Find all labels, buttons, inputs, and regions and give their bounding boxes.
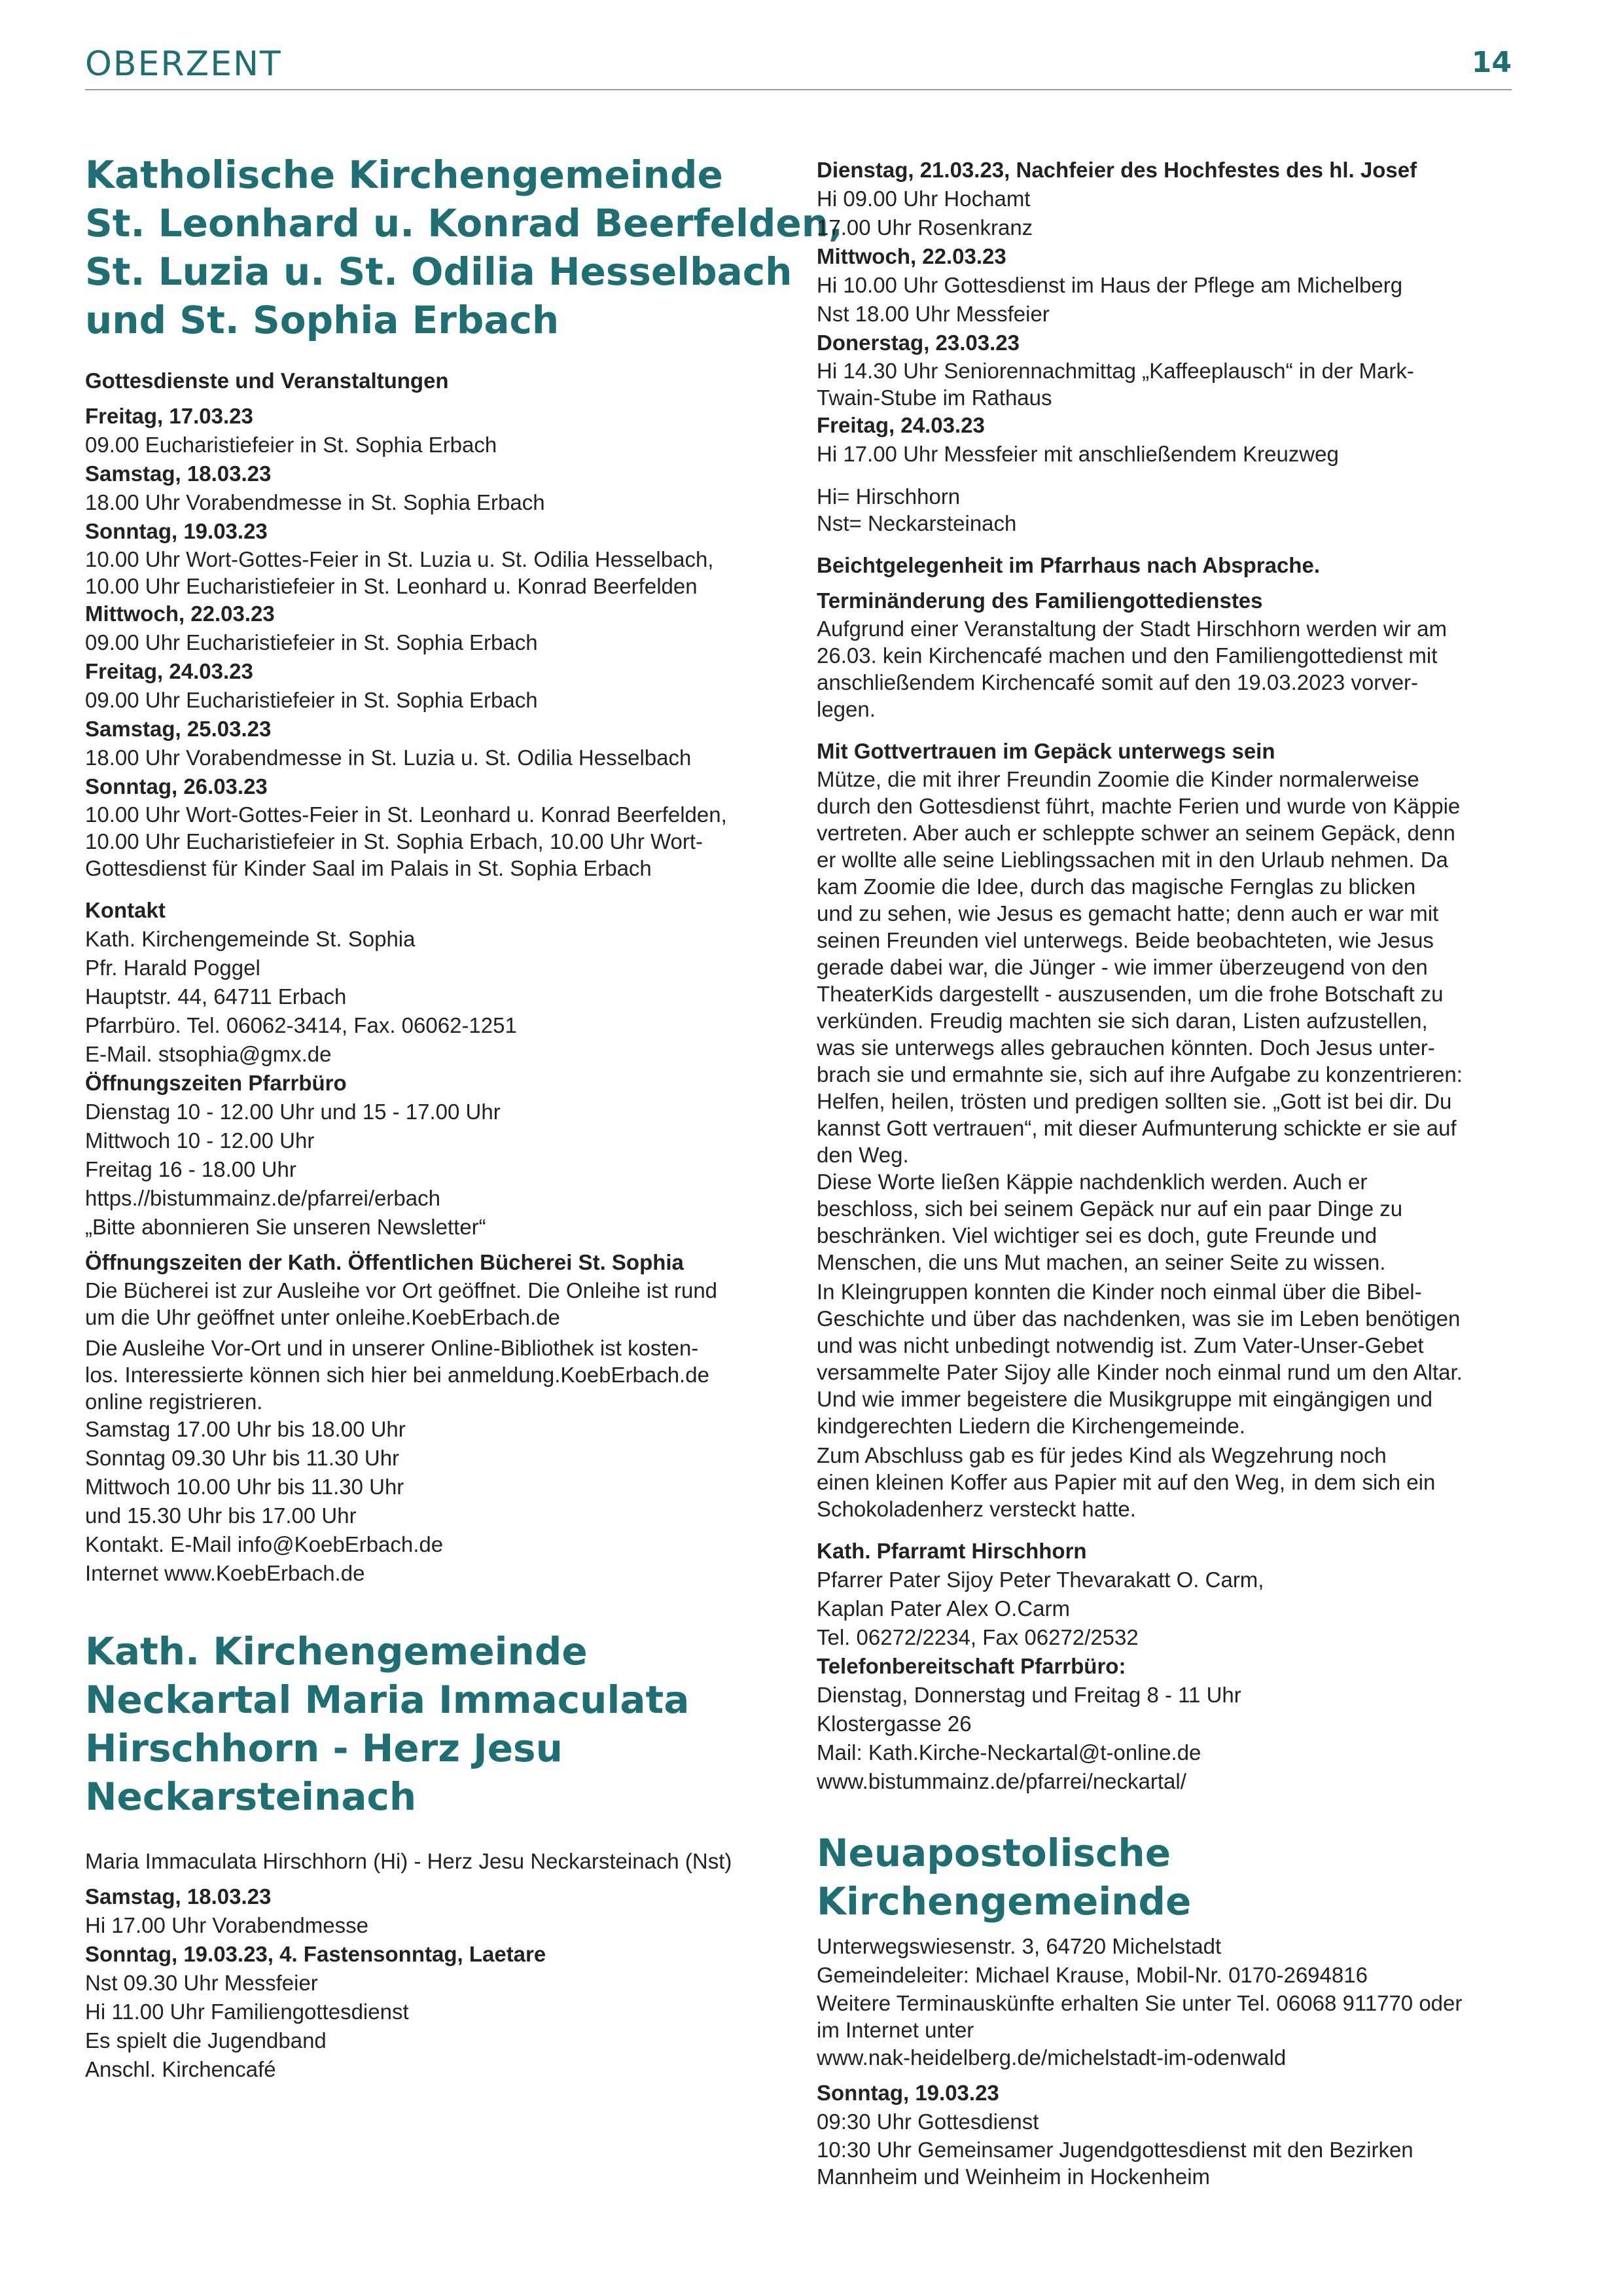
event-date: Dienstag, 21.03.23, Nachfeier des Hochfestes des hl. Josef	[817, 158, 1417, 182]
story-paragraph: Mütze, die mit ihrer Freundin Zoomie die Kinder normalerweise durch den Gottesdienst führt, machte Ferien und wurde von Käppie vertreten. Aber auch er schleppte schwer an seinem Gepäck, denn er wollte alle seine Lieblingssachen mit in den Urlaub nehmen. Da kam Zoomie die Idee, durch das magische Fernglas zu blicken und zu sehen, wie Jesus es gemacht hatte; denn auch er war mit seinen Freunden viel unterwegs. Beide beobachteten, wie Jesus gerade dabei war, die Jünger - wie immer überzeugend von den TheaterKids dargestellt - auszusenden, um die frohe Botschaft zu verkünden. Freudig machten sie sich daran, Listen aufzustellen, was sie unterwegs alles gebrauchen könnten. Doch Jesus unter- brach sie und ermahnte sie, sich auf ihre Aufgabe zu konzentrieren: Helfen, heilen, trösten und predigen sollten sie. „Gott ist bei dir. Du kannst Gott vertrauen“, mit dieser Aufmunterung schickte er sie auf den Weg.	[817, 767, 1463, 1167]
nak-info: Weitere Terminauskünfte erhalten Sie unter Tel. 06068 911770 oder im Internet unter	[817, 1991, 1463, 2042]
event-text: Hi 17.00 Uhr Messfeier mit anschließendem Kreuzweg	[817, 442, 1339, 466]
event-date: Sonntag, 19.03.23	[85, 519, 268, 543]
event-text: Hi 10.00 Uhr Gottesdienst im Haus der Pflege am Michelberg	[817, 273, 1403, 297]
event-text: 10:30 Uhr Gemeinsamer Jugendgottesdienst mit den Bezirken Mannheim und Weinheim in Hockenheim	[817, 2138, 1413, 2189]
event-date: Sonntag, 19.03.23	[817, 2081, 999, 2105]
pfarramt-website-link[interactable]: www.bistummainz.de/pfarrei/neckartal/	[817, 1769, 1186, 1793]
pfarramt-email[interactable]: Mail: Kath.Kirche-Neckartal@t-online.de	[817, 1740, 1201, 1765]
pfarramt-line: Tel. 06272/2234, Fax 06272/2532	[817, 1625, 1139, 1649]
event-date: Freitag, 24.03.23	[85, 659, 253, 683]
event-date: Mittwoch, 22.03.23	[85, 601, 275, 626]
office-hours-label: Öffnungszeiten Pfarrbüro	[85, 1071, 347, 1095]
nak-heading: Neuapostolische Kirchengemeinde	[817, 1831, 1192, 1924]
nak-website-link[interactable]: www.nak-heidelberg.de/michelstadt-im-odenwald	[817, 2045, 1287, 2070]
event-text: Hi 14.30 Uhr Seniorennachmittag „Kaffeeplausch“ in der Mark- Twain-Stube im Rathaus	[817, 359, 1414, 410]
library-paragraph: Die Ausleihe Vor-Ort und in unserer Online-Bibliothek ist kosten- los. Interessierte können sich hier bei anmeldung.KoebErbach.de online registrieren.	[85, 1336, 709, 1414]
newsletter-note: „Bitte abonnieren Sie unseren Newsletter“	[85, 1215, 486, 1239]
event-date: Sonntag, 26.03.23	[85, 774, 268, 798]
abbreviation-legend: Hi= Hirschhorn Nst= Neckarsteinach	[817, 484, 1017, 535]
contact-label: Kontakt	[85, 898, 166, 922]
catholic-erbach-heading: Katholische Kirchengemeinde St. Leonhard u. Konrad Beerfelden, St. Luzia u. St. Odilia Hesselbach und St. Sophia Erbach	[85, 152, 844, 342]
event-date: Freitag, 24.03.23	[817, 413, 985, 437]
nak-address: Unterwegswiesenstr. 3, 64720 Michelstadt	[817, 1934, 1222, 1958]
section-title: OBERZENT	[85, 45, 282, 84]
contact-email[interactable]: E-Mail. stsophia@gmx.de	[85, 1042, 332, 1066]
event-list	[817, 156, 1512, 469]
phone-hours-label: Telefonbereitschaft Pfarrbüro:	[817, 1654, 1126, 1678]
library-paragraph: Die Bücherei ist zur Ausleihe vor Ort geöffnet. Die Onleihe ist rund um die Uhr geöffnet unter onleihe.KoebErbach.de	[85, 1278, 718, 1329]
event-text: Nst 18.00 Uhr Messfeier	[817, 302, 1050, 326]
contact-line: Hauptstr. 44, 64711 Erbach	[85, 984, 347, 1009]
library-label: Öffnungszeiten der Kath. Öffentlichen Bücherei St. Sophia	[85, 1250, 684, 1274]
event-text: Anschl. Kirchencafé	[85, 2057, 276, 2081]
event-text: 10.00 Uhr Wort-Gottes-Feier in St. Luzia u. St. Odilia Hesselbach, 10.00 Uhr Eucharistiefeier in St. Leonhard u. Konrad Beerfelden	[85, 547, 714, 598]
schedule-change-text: Aufgrund einer Veranstaltung der Stadt Hirschhorn werden wir am 26.03. kein Kirchencafé machen und den Familiengottedienst mit anschließendem Kirchencafé somit auf den 19.03.2023 vorver- legen.	[817, 617, 1448, 721]
pfarramt-label: Kath. Pfarramt Hirschhorn	[817, 1539, 1087, 1563]
story-paragraph: Diese Worte ließen Käppie nachdenklich werden. Auch er beschloss, sich bei seinem Gepäck nur auf ein paar Dinge zu beschränken. Viel wichtiger sei es doch, gute Freunde und Menschen, die uns Mut machen, an seiner Seite zu wissen.	[817, 1170, 1403, 1274]
left-column	[85, 151, 844, 2084]
library-hours-line: Sonntag 09.30 Uhr bis 11.30 Uhr	[85, 1446, 400, 1470]
story-paragraph: In Kleingruppen konnten die Kinder noch einmal über die Bibel- Geschichte und über das nachdenken, was sie im Leben benötigen und was nicht unbedingt notwendig ist. Zum Vater-Unser-Gebet versammelte Pater Sijoy alle Kinder noch einmal rund um den Altar. Und wie immer begeistere die Musikgruppe mit eingängigen und kindgerechten Liedern die Kirchengemeinde.	[817, 1280, 1463, 1438]
phone-hours-line: Dienstag, Donnerstag und Freitag 8 - 11 Uhr	[817, 1683, 1241, 1707]
confession-note: Beichtgelegenheit im Pfarrhaus nach Absprache.	[817, 553, 1320, 577]
event-date: Sonntag, 19.03.23, 4. Fastensonntag, Laetare	[85, 1942, 546, 1966]
event-text: Hi 11.00 Uhr Familiengottesdienst	[85, 2000, 409, 2024]
nak-leader: Gemeindeleiter: Michael Krause, Mobil-Nr. 0170-2694816	[817, 1963, 1368, 1987]
pfarramt-line: Kaplan Pater Alex O.Carm	[817, 1596, 1071, 1621]
library-website-link[interactable]: Internet www.KoebErbach.de	[85, 1561, 365, 1585]
story-title: Mit Gottvertrauen im Gepäck unterwegs sein	[817, 739, 1275, 763]
event-text: 18.00 Uhr Vorabendmesse in St. Sophia Erbach	[85, 490, 545, 514]
event-text: 09.00 Eucharistiefeier in St. Sophia Erbach	[85, 433, 497, 457]
event-text: Nst 09.30 Uhr Messfeier	[85, 1971, 318, 1995]
event-text: 09.00 Uhr Eucharistiefeier in St. Sophia Erbach	[85, 630, 538, 655]
office-hours-line: Freitag 16 - 18.00 Uhr	[85, 1157, 296, 1181]
contact-line: Pfarrbüro. Tel. 06062-3414, Fax. 06062-1251	[85, 1013, 517, 1037]
event-text: Hi 17.00 Uhr Vorabendmesse	[85, 1913, 368, 1937]
event-date: Samstag, 18.03.23	[85, 461, 272, 486]
right-column	[817, 156, 1512, 2190]
library-email[interactable]: Kontakt. E-Mail info@KoebErbach.de	[85, 1532, 444, 1556]
contact-line: Pfr. Harald Poggel	[85, 956, 260, 980]
event-text: 18.00 Uhr Vorabendmesse in St. Luzia u. St. Odilia Hesselbach	[85, 745, 692, 770]
event-date: Freitag, 17.03.23	[85, 404, 253, 428]
library-block	[85, 1248, 779, 1588]
contact-line: Kath. Kirchengemeinde St. Sophia	[85, 927, 416, 951]
library-hours-line: und 15.30 Uhr bis 17.00 Uhr	[85, 1503, 357, 1528]
event-text: Hi 09.00 Uhr Hochamt	[817, 187, 1031, 211]
parish-website-link[interactable]: https.//bistummainz.de/pfarrei/erbach	[85, 1186, 440, 1210]
page-number: 14	[1471, 46, 1512, 79]
story-article	[817, 737, 1512, 1522]
event-text: 09.00 Uhr Eucharistiefeier in St. Sophia Erbach	[85, 688, 538, 712]
story-paragraph: Zum Abschluss gab es für jedes Kind als Wegzehrung noch einen kleinen Koffer aus Papier mit auf den Weg, in dem sich ein Schokoladenherz versteckt hatte.	[817, 1443, 1436, 1521]
event-text: 09:30 Uhr Gottesdienst	[817, 2109, 1039, 2134]
pfarramt-block	[817, 1537, 1512, 1796]
event-date: Mittwoch, 22.03.23	[817, 244, 1006, 268]
event-text: 10.00 Uhr Wort-Gottes-Feier in St. Leonhard u. Konrad Beerfelden, 10.00 Uhr Eucharistiefeier in St. Sophia Erbach, 10.00 Uhr Wort- Gottesdienst für Kinder Saal im Palais in St. Sophia Erbach	[85, 802, 727, 880]
library-hours-line: Mittwoch 10.00 Uhr bis 11.30 Uhr	[85, 1475, 404, 1499]
neckartal-intro: Maria Immaculata Hirschhorn (Hi) - Herz Jesu Neckarsteinach (Nst)	[85, 1849, 732, 1873]
catholic-neckartal-heading: Kath. Kirchengemeinde Neckartal Maria Immaculata Hirschhorn - Herz Jesu Neckarsteinach	[85, 1629, 690, 1819]
pfarramt-line: Pfarrer Pater Sijoy Peter Thevarakatt O. Carm,	[817, 1568, 1264, 1592]
event-list	[85, 402, 779, 882]
event-date: Donerstag, 23.03.23	[817, 331, 1020, 355]
event-date: Samstag, 18.03.23	[85, 1884, 272, 1909]
event-date: Samstag, 25.03.23	[85, 717, 272, 741]
phone-hours-line: Klostergasse 26	[817, 1712, 972, 1736]
contact-block	[85, 896, 779, 1242]
services-subheading: Gottesdienste und Veranstaltungen	[85, 368, 449, 393]
schedule-change-label: Terminänderung des Familiengottedienstes	[817, 588, 1263, 613]
event-text: 17.00 Uhr Rosenkranz	[817, 215, 1033, 240]
office-hours-line: Dienstag 10 - 12.00 Uhr und 15 - 17.00 Uhr	[85, 1100, 501, 1124]
library-hours-line: Samstag 17.00 Uhr bis 18.00 Uhr	[85, 1417, 406, 1441]
event-text: Es spielt die Jugendband	[85, 2028, 327, 2053]
office-hours-line: Mittwoch 10 - 12.00 Uhr	[85, 1128, 315, 1153]
page-header	[85, 45, 1512, 90]
